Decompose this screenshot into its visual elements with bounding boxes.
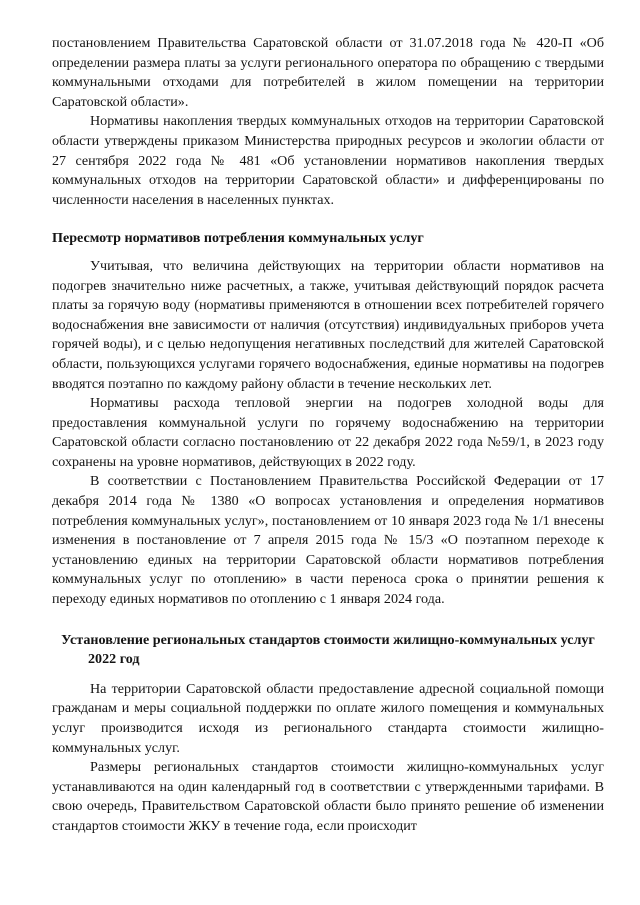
intro-paragraph: постановлением Правительства Саратовской области от 31.07.2018 года № 420-П «Об определении размера платы за услуги регионального оператора по обращению с твердыми коммунальными отходами для потребителей в жилом помещении на территории Саратовской области».: [52, 35, 604, 110]
section-heading-standards: Установление региональных стандартов стоимости жилищно-коммунальных услуг: [61, 631, 595, 648]
revision-paragraph-1: Учитывая, что величина действующих на территории области нормативов на подогрев значительно ниже расчетных, а также, учитывая действующий порядок расчета платы за горячую воду (нормативы применяются в отношении всех потребителей горячего водоснабжения вне зависимости от наличия (отсутствия) индивидуальных приборов учета горячей воды), и с целью недопущения негативных последствий для жителей Саратовской области, пользующихся услугами горячего водоснабжения, единые нормативы на подогрев вводятся поэтапно по каждому району области в течение нескольких лет.: [52, 257, 604, 392]
section-heading-revision: Пересмотр нормативов потребления коммунальных услуг: [52, 230, 424, 247]
revision-paragraph-2: Нормативы расхода тепловой энергии на подогрев холодной воды для предоставления коммунальной услуги по горячему водоснабжению на территории Саратовской области согласно постановлению от 22 декабря 2022 года №59/1, в 2023 году сохранены на уровне нормативов, действующих в 2022 году.: [52, 395, 604, 470]
waste-norms-paragraph: Нормативы накопления твердых коммунальных отходов на территории Саратовской области утверждены приказом Министерства природных ресурсов и экологии области от 27 сентября 2022 года № 481 «Об установлении нормативов накопления твердых коммунальных отходов на территории Саратовской области» и дифференцированы по численности населения в населенных пунктах.: [52, 113, 604, 208]
section-year-label: 2022 год: [88, 651, 140, 668]
revision-paragraph-3: В соответствии с Постановлением Правительства Российской Федерации от 17 декабря 2014 года № 1380 «О вопросах установления и определения нормативов потребления коммунальных услуг», постановлением от 10 января 2023 года № 1/1 внесены изменения в постановление от 7 апреля 2015 года № 15/3 «О поэтапном переходе к установлению единых на территории Саратовской области нормативов потребления коммунальных услуг по отоплению» в части переноса срока о принятии решения к переходу единых нормативов по отоплению с 1 января 2024 года.: [52, 473, 604, 608]
standards-paragraph-2: Размеры региональных стандартов стоимости жилищно-коммунальных услуг устанавливаются на один календарный год в соответствии с утвержденными тарифами. В свою очередь, Правительством Саратовской области было принято решение об изменении стандартов стоимости ЖКУ в течение года, если происходит: [52, 759, 604, 834]
document-body: [52, 34, 604, 837]
standards-paragraph-1: На территории Саратовской области предоставление адресной социальной помощи гражданам и меры социальной поддержки по оплате жилого помещения и коммунальных услуг производится исходя из регионального стандарта стоимости жилищно-коммунальных услуг.: [52, 680, 604, 756]
